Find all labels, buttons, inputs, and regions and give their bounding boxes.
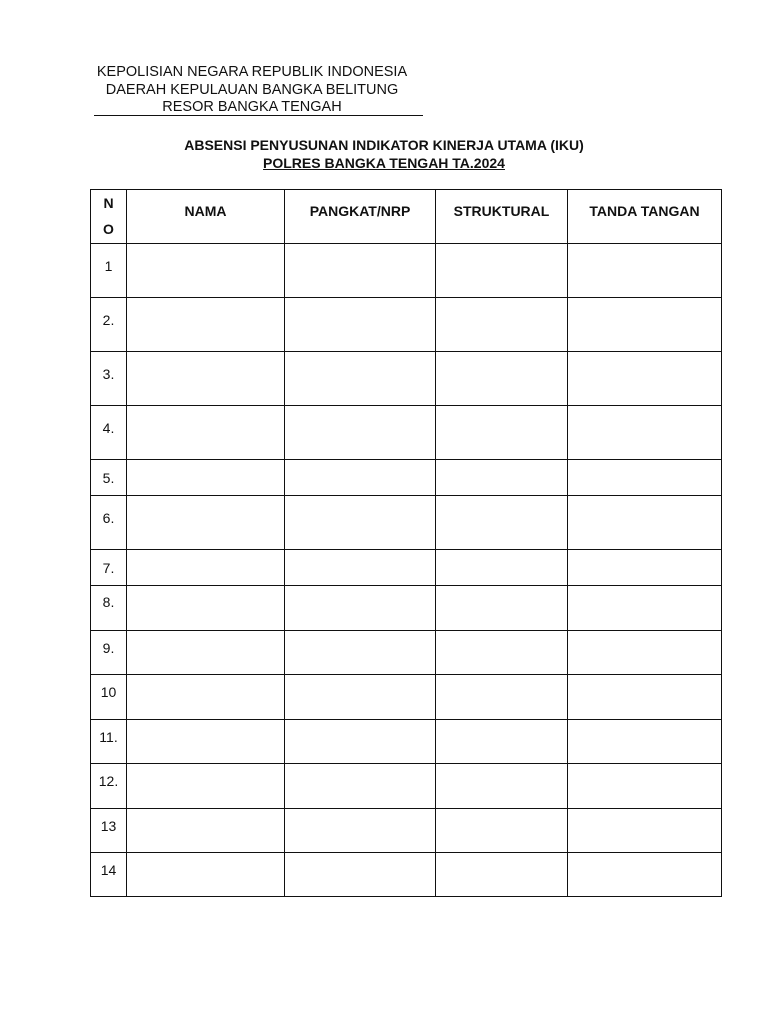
name-cell[interactable]: [127, 720, 285, 764]
name-cell[interactable]: [127, 764, 285, 809]
row-number: 5.: [91, 460, 127, 496]
rank-nrp-cell[interactable]: [285, 406, 436, 460]
name-cell[interactable]: [127, 675, 285, 720]
letterhead-line-agency: KEPOLISIAN NEGARA REPUBLIK INDONESIA: [96, 64, 408, 80]
signature-cell[interactable]: [568, 352, 722, 406]
signature-cell[interactable]: [568, 809, 722, 853]
table-row: [91, 853, 722, 897]
letterhead-line-region: DAERAH KEPULAUAN BANGKA BELITUNG: [105, 81, 399, 98]
name-cell[interactable]: [127, 298, 285, 352]
signature-cell[interactable]: [568, 675, 722, 720]
name-cell[interactable]: [127, 244, 285, 298]
rank-nrp-cell[interactable]: [285, 675, 436, 720]
structural-cell[interactable]: [436, 586, 568, 631]
table-row: [91, 460, 722, 496]
name-cell[interactable]: [127, 550, 285, 586]
row-number: 11.: [91, 720, 127, 764]
structural-cell[interactable]: [436, 352, 568, 406]
name-cell[interactable]: [127, 631, 285, 675]
row-number: 6.: [91, 496, 127, 550]
name-cell[interactable]: [127, 586, 285, 631]
rank-nrp-cell[interactable]: [285, 550, 436, 586]
structural-cell[interactable]: [436, 720, 568, 764]
row-number: 1: [91, 244, 127, 298]
structural-cell[interactable]: [436, 550, 568, 586]
document-title-line1: ABSENSI PENYUSUNAN INDIKATOR KINERJA UTAMA (IKU): [184, 137, 584, 153]
signature-cell[interactable]: [568, 550, 722, 586]
row-number: 12.: [91, 764, 127, 809]
document-title-line2: POLRES BANGKA TENGAH TA.2024: [263, 155, 505, 171]
row-number: 4.: [91, 406, 127, 460]
name-cell[interactable]: [127, 809, 285, 853]
column-header-struktural: STRUKTURAL: [436, 190, 568, 244]
table-row: [91, 352, 722, 406]
row-number: 8.: [91, 586, 127, 631]
table-row: [91, 764, 722, 809]
row-number: 2.: [91, 298, 127, 352]
signature-cell[interactable]: [568, 764, 722, 809]
column-header-pangkat: PANGKAT/NRP: [285, 190, 436, 244]
rank-nrp-cell[interactable]: [285, 460, 436, 496]
name-cell[interactable]: [127, 460, 285, 496]
column-header-no-label: NO: [103, 195, 114, 237]
table-body: [91, 244, 722, 897]
rank-nrp-cell[interactable]: [285, 496, 436, 550]
rank-nrp-cell[interactable]: [285, 631, 436, 675]
table-header-row: [91, 190, 722, 244]
structural-cell[interactable]: [436, 853, 568, 897]
table-row: [91, 406, 722, 460]
row-number: 9.: [91, 631, 127, 675]
column-header-nama: NAMA: [127, 190, 285, 244]
structural-cell[interactable]: [436, 298, 568, 352]
structural-cell[interactable]: [436, 244, 568, 298]
rank-nrp-cell[interactable]: [285, 853, 436, 897]
rank-nrp-cell[interactable]: [285, 809, 436, 853]
rank-nrp-cell[interactable]: [285, 244, 436, 298]
column-header-tanda-tangan: TANDA TANGAN: [568, 190, 722, 244]
signature-cell[interactable]: [568, 853, 722, 897]
table-row: [91, 550, 722, 586]
column-header-no: [91, 190, 127, 244]
signature-cell[interactable]: [568, 631, 722, 675]
signature-cell[interactable]: [568, 586, 722, 631]
rank-nrp-cell[interactable]: [285, 586, 436, 631]
table-row: [91, 496, 722, 550]
document-title: [0, 136, 768, 172]
name-cell[interactable]: [127, 406, 285, 460]
rank-nrp-cell[interactable]: [285, 764, 436, 809]
table-row: [91, 809, 722, 853]
letterhead: [90, 64, 414, 117]
rank-nrp-cell[interactable]: [285, 352, 436, 406]
name-cell[interactable]: [127, 352, 285, 406]
table-row: [91, 675, 722, 720]
row-number: 7.: [91, 550, 127, 586]
table-row: [91, 244, 722, 298]
structural-cell[interactable]: [436, 406, 568, 460]
row-number: 13: [91, 809, 127, 853]
rank-nrp-cell[interactable]: [285, 720, 436, 764]
structural-cell[interactable]: [436, 460, 568, 496]
signature-cell[interactable]: [568, 460, 722, 496]
structural-cell[interactable]: [436, 809, 568, 853]
row-number: 3.: [91, 352, 127, 406]
signature-cell[interactable]: [568, 406, 722, 460]
structural-cell[interactable]: [436, 764, 568, 809]
table-row: [91, 631, 722, 675]
structural-cell[interactable]: [436, 631, 568, 675]
table-row: [91, 298, 722, 352]
attendance-table: [90, 189, 722, 897]
letterhead-underline: [94, 115, 423, 116]
row-number: 10: [91, 675, 127, 720]
signature-cell[interactable]: [568, 720, 722, 764]
signature-cell[interactable]: [568, 496, 722, 550]
rank-nrp-cell[interactable]: [285, 298, 436, 352]
letterhead-line-resort: RESOR BANGKA TENGAH: [162, 99, 342, 115]
row-number: 14: [91, 853, 127, 897]
table-row: [91, 720, 722, 764]
signature-cell[interactable]: [568, 244, 722, 298]
table-row: [91, 586, 722, 631]
structural-cell[interactable]: [436, 675, 568, 720]
structural-cell[interactable]: [436, 496, 568, 550]
name-cell[interactable]: [127, 853, 285, 897]
signature-cell[interactable]: [568, 298, 722, 352]
name-cell[interactable]: [127, 496, 285, 550]
